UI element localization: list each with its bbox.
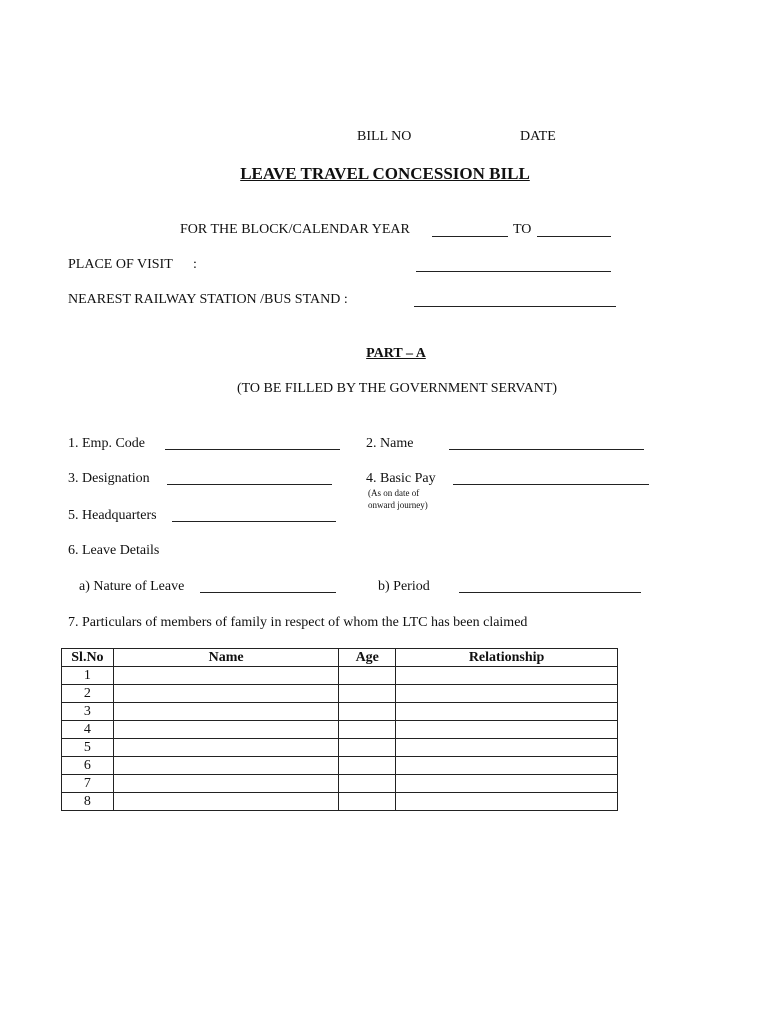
column-header-name: Name: [113, 649, 339, 667]
period-label: b) Period: [378, 579, 430, 594]
age-cell[interactable]: [339, 757, 396, 775]
column-header-age: Age: [339, 649, 396, 667]
nature-of-leave-label: a) Nature of Leave: [79, 579, 185, 594]
name-cell[interactable]: [113, 793, 339, 811]
name-field[interactable]: [449, 449, 644, 450]
relationship-cell[interactable]: [396, 739, 618, 757]
table-row: [62, 793, 618, 811]
table-row: [62, 757, 618, 775]
table-row: [62, 739, 618, 757]
bill-no-label: BILL NO: [357, 129, 412, 144]
age-cell[interactable]: [339, 793, 396, 811]
name-cell[interactable]: [113, 757, 339, 775]
name-cell[interactable]: [113, 667, 339, 685]
relationship-cell[interactable]: [396, 775, 618, 793]
sl-no-cell: 6: [62, 757, 114, 775]
nature-of-leave-field[interactable]: [200, 592, 336, 593]
designation-label: 3. Designation: [68, 471, 150, 486]
age-cell[interactable]: [339, 739, 396, 757]
page-title: LEAVE TRAVEL CONCESSION BILL: [240, 164, 530, 183]
name-label: 2. Name: [366, 436, 414, 451]
emp-code-field[interactable]: [165, 449, 340, 450]
sl-no-cell: 3: [62, 703, 114, 721]
block-year-label: FOR THE BLOCK/CALENDAR YEAR: [180, 222, 410, 237]
leave-details-label: 6. Leave Details: [68, 543, 160, 558]
block-year-to-label: TO: [513, 222, 532, 237]
block-year-from-field[interactable]: [432, 236, 508, 237]
designation-field[interactable]: [167, 484, 332, 485]
block-year-to-field[interactable]: [537, 236, 611, 237]
part-a-heading: PART – A: [366, 346, 426, 361]
basic-pay-label: 4. Basic Pay: [366, 471, 436, 486]
relationship-cell[interactable]: [396, 793, 618, 811]
emp-code-label: 1. Emp. Code: [68, 436, 145, 451]
sl-no-cell: 5: [62, 739, 114, 757]
date-label: DATE: [520, 129, 556, 144]
headquarters-field[interactable]: [172, 521, 336, 522]
sl-no-cell: 4: [62, 721, 114, 739]
name-cell[interactable]: [113, 775, 339, 793]
sl-no-cell: 7: [62, 775, 114, 793]
name-cell[interactable]: [113, 721, 339, 739]
column-header-slno: Sl.No: [62, 649, 114, 667]
table-row: [62, 703, 618, 721]
nearest-station-field[interactable]: [414, 306, 616, 307]
name-cell[interactable]: [113, 685, 339, 703]
basic-pay-field[interactable]: [453, 484, 649, 485]
sl-no-cell: 1: [62, 667, 114, 685]
age-cell[interactable]: [339, 775, 396, 793]
relationship-cell[interactable]: [396, 685, 618, 703]
relationship-cell[interactable]: [396, 667, 618, 685]
table-row: [62, 685, 618, 703]
name-cell[interactable]: [113, 739, 339, 757]
basic-pay-note: (As on date of onward journey): [368, 488, 428, 510]
table-header-row: [62, 649, 618, 667]
place-of-visit-field[interactable]: [416, 271, 611, 272]
age-cell[interactable]: [339, 685, 396, 703]
column-header-relationship: Relationship: [396, 649, 618, 667]
family-members-table: [61, 648, 618, 811]
table-row: [62, 667, 618, 685]
place-of-visit-label: PLACE OF VISIT: [68, 257, 173, 272]
headquarters-label: 5. Headquarters: [68, 508, 157, 523]
table-row: [62, 721, 618, 739]
table-row: [62, 775, 618, 793]
period-field[interactable]: [459, 592, 641, 593]
place-of-visit-colon: :: [193, 257, 197, 272]
relationship-cell[interactable]: [396, 721, 618, 739]
name-cell[interactable]: [113, 703, 339, 721]
part-a-subtitle: (TO BE FILLED BY THE GOVERNMENT SERVANT): [236, 381, 558, 396]
relationship-cell[interactable]: [396, 757, 618, 775]
nearest-station-label: NEAREST RAILWAY STATION /BUS STAND :: [68, 292, 348, 307]
sl-no-cell: 2: [62, 685, 114, 703]
particulars-label: 7. Particulars of members of family in respect of whom the LTC has been claimed: [68, 615, 528, 630]
age-cell[interactable]: [339, 667, 396, 685]
age-cell[interactable]: [339, 721, 396, 739]
sl-no-cell: 8: [62, 793, 114, 811]
age-cell[interactable]: [339, 703, 396, 721]
relationship-cell[interactable]: [396, 703, 618, 721]
